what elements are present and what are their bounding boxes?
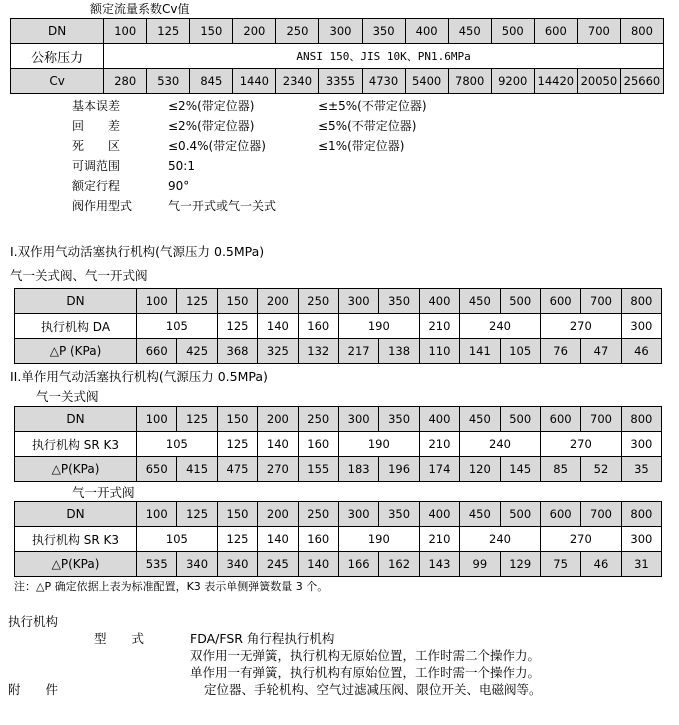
spec-value: ≤2%(带定位器): [168, 99, 255, 113]
dp-cell: 415: [177, 457, 217, 482]
dp-cell: 31: [621, 552, 661, 577]
dn-cell: 300: [338, 289, 378, 314]
dn-cell: 500: [500, 407, 540, 432]
spec-value-alt: ≤1%(带定位器): [318, 139, 405, 153]
dn-cell: 350: [379, 407, 419, 432]
actuator-cell: 140: [258, 432, 298, 457]
dn-cell: 300: [338, 407, 378, 432]
dn-cell: 125: [177, 289, 217, 314]
actuator-cell: 270: [540, 527, 621, 552]
cv-cell: 5400: [405, 69, 448, 94]
dn-cell: 100: [137, 502, 177, 527]
dp-row: [15, 457, 662, 482]
spec-row: [0, 196, 679, 216]
dp-cell: 138: [379, 339, 419, 364]
actuator-row: [15, 314, 662, 339]
dn-row: [15, 289, 662, 314]
actuator-cell: 300: [621, 527, 661, 552]
actuator-cell: 300: [621, 432, 661, 457]
dn-cell: 500: [500, 289, 540, 314]
dn-cell: 400: [419, 407, 459, 432]
spec-value: 气一开式或气一关式: [168, 199, 277, 213]
accessory-value: 定位器、手轮机构、空气过滤减压阀、限位开关、电磁阀等。: [204, 682, 542, 697]
spec-row: [0, 96, 679, 116]
dp-cell: 340: [217, 552, 257, 577]
actuator-cell: 190: [338, 527, 419, 552]
dp-cell: 162: [379, 552, 419, 577]
dp-cell: 46: [621, 339, 661, 364]
cv-cell: 9200: [491, 69, 534, 94]
dn-header: DN: [15, 289, 137, 314]
dn-cell: 100: [104, 19, 147, 44]
dn-cell: 150: [217, 502, 257, 527]
dn-cell: 600: [540, 502, 580, 527]
actuator-cell: 240: [460, 527, 541, 552]
actuator-heading: 执行机构: [8, 614, 59, 629]
dp-cell: 217: [338, 339, 378, 364]
dp-cell: 129: [500, 552, 540, 577]
cv-cell: 25660: [620, 69, 663, 94]
dp-cell: 141: [460, 339, 500, 364]
actuator-row: [15, 527, 662, 552]
dn-row: [15, 407, 662, 432]
actuator-cell: 210: [419, 314, 459, 339]
cv-cell: 845: [190, 69, 233, 94]
dp-cell: 47: [581, 339, 621, 364]
dn-header: DN: [11, 19, 104, 44]
dn-cell: 250: [298, 407, 338, 432]
actuator-label: 执行机构 SR K3: [15, 432, 137, 457]
dn-cell: 800: [621, 289, 661, 314]
spec-label: 可调范围: [72, 159, 121, 173]
dp-cell: 155: [298, 457, 338, 482]
dn-cell: 200: [258, 289, 298, 314]
dp-cell: 174: [419, 457, 459, 482]
dp-cell: 85: [540, 457, 580, 482]
dn-cell: 125: [177, 407, 217, 432]
spec-value: 50:1: [168, 159, 195, 173]
dp-cell: 52: [581, 457, 621, 482]
dn-cell: 200: [258, 502, 298, 527]
cv-dn-row: [11, 19, 664, 44]
dn-cell: 500: [491, 19, 534, 44]
dp-label: △P(KPa): [15, 552, 137, 577]
dp-cell: 120: [460, 457, 500, 482]
dn-cell: 125: [177, 502, 217, 527]
actuator-cell: 125: [217, 314, 257, 339]
dn-cell: 450: [460, 502, 500, 527]
dp-cell: 650: [137, 457, 177, 482]
dp-cell: 475: [217, 457, 257, 482]
spec-row: [0, 116, 679, 136]
cv-cell: 3355: [319, 69, 362, 94]
spec-value: 90°: [168, 179, 190, 193]
spec-value-alt: ≤5%(不带定位器): [318, 119, 417, 133]
dp-row: [15, 339, 662, 364]
section2b-caption: 气一开式阀: [72, 485, 135, 500]
cv-cell: 1440: [233, 69, 276, 94]
section2a-caption: 气一关式阀: [36, 389, 99, 404]
actuator-cell: 270: [540, 314, 621, 339]
dn-cell: 700: [581, 407, 621, 432]
dp-label: △P(KPa): [15, 457, 137, 482]
actuator-type-label: 型 式: [94, 631, 145, 646]
cv-pressure-row: [11, 44, 664, 69]
dp-cell: 535: [137, 552, 177, 577]
dp-cell: 325: [258, 339, 298, 364]
cv-cell: 14420: [534, 69, 577, 94]
spec-row: [0, 156, 679, 176]
spec-value: ≤0.4%(带定位器): [168, 139, 266, 153]
dn-cell: 250: [276, 19, 319, 44]
spec-value: ≤2%(带定位器): [168, 119, 255, 133]
actuator-cell: 210: [419, 527, 459, 552]
actuator-cell: 240: [460, 314, 541, 339]
dp-cell: 35: [621, 457, 661, 482]
dn-cell: 800: [620, 19, 663, 44]
actuator-cell: 300: [621, 314, 661, 339]
actuator-cell: 125: [217, 527, 257, 552]
dn-cell: 350: [379, 502, 419, 527]
dn-cell: 200: [258, 407, 298, 432]
cv-cell: 530: [147, 69, 190, 94]
footnote: 注：△P 确定依据上表为标准配置，K3 表示单侧弹簧数量 3 个。: [14, 580, 329, 593]
cv-cell: 7800: [448, 69, 491, 94]
dn-cell: 200: [233, 19, 276, 44]
actuator-desc-2: 单作用一有弹簧，执行机构有原始位置，工作时需一个操作力。: [190, 665, 541, 680]
dn-cell: 250: [298, 502, 338, 527]
actuator-label: 执行机构 DA: [15, 314, 137, 339]
actuator-cell: 160: [298, 314, 338, 339]
dp-cell: 196: [379, 457, 419, 482]
section1-table: [14, 288, 662, 364]
cv-cell: 280: [104, 69, 147, 94]
section2-title: II.单作用气动活塞执行机构(气源压力 0.5MPa): [10, 369, 268, 384]
dn-cell: 700: [581, 289, 621, 314]
spec-label: 额定行程: [72, 179, 121, 193]
dp-cell: 183: [338, 457, 378, 482]
dn-cell: 800: [621, 502, 661, 527]
cv-cell: 2340: [276, 69, 319, 94]
dn-cell: 350: [362, 19, 405, 44]
dp-cell: 660: [137, 339, 177, 364]
dn-row: [15, 502, 662, 527]
dn-cell: 400: [419, 502, 459, 527]
dn-cell: 800: [621, 407, 661, 432]
dn-cell: 450: [460, 289, 500, 314]
dn-cell: 150: [217, 289, 257, 314]
dn-cell: 100: [137, 289, 177, 314]
spec-label: 阀作用型式: [72, 199, 133, 213]
dn-cell: 600: [540, 289, 580, 314]
cv-label: Cv: [11, 69, 104, 94]
dn-cell: 500: [500, 502, 540, 527]
dn-cell: 700: [581, 502, 621, 527]
spec-label: 死 区: [72, 139, 121, 153]
actuator-cell: 105: [137, 314, 218, 339]
cv-table-title: 额定流量系数Cv值: [90, 2, 190, 16]
dn-cell: 450: [448, 19, 491, 44]
dn-cell: 600: [540, 407, 580, 432]
dn-cell: 700: [577, 19, 620, 44]
section2b-table: [14, 501, 662, 577]
dn-cell: 350: [379, 289, 419, 314]
dp-cell: 245: [258, 552, 298, 577]
actuator-cell: 105: [137, 432, 218, 457]
spec-value-alt: ≤±5%(不带定位器): [318, 99, 427, 113]
dp-cell: 140: [298, 552, 338, 577]
actuator-cell: 160: [298, 527, 338, 552]
actuator-cell: 125: [217, 432, 257, 457]
dn-cell: 250: [298, 289, 338, 314]
dn-cell: 400: [405, 19, 448, 44]
actuator-cell: 210: [419, 432, 459, 457]
cv-cell: 4730: [362, 69, 405, 94]
dn-cell: 125: [147, 19, 190, 44]
dn-cell: 100: [137, 407, 177, 432]
actuator-label: 执行机构 SR K3: [15, 527, 137, 552]
dp-cell: 99: [460, 552, 500, 577]
dp-cell: 110: [419, 339, 459, 364]
actuator-cell: 270: [540, 432, 621, 457]
actuator-cell: 240: [460, 432, 541, 457]
spec-label: 基本误差: [72, 99, 121, 113]
dp-cell: 105: [500, 339, 540, 364]
actuator-cell: 190: [338, 314, 419, 339]
dn-cell: 300: [338, 502, 378, 527]
spec-row: [0, 136, 679, 156]
dp-cell: 46: [581, 552, 621, 577]
dp-cell: 368: [217, 339, 257, 364]
section1-subtitle: 气一关式阀、气一开式阀: [10, 268, 148, 283]
section2a-table: [14, 406, 662, 482]
dn-cell: 600: [534, 19, 577, 44]
dp-cell: 145: [500, 457, 540, 482]
dn-header: DN: [15, 407, 137, 432]
pressure-label: 公称压力: [11, 44, 104, 69]
dp-row: [15, 552, 662, 577]
dp-cell: 75: [540, 552, 580, 577]
dn-cell: 300: [319, 19, 362, 44]
actuator-cell: 140: [258, 527, 298, 552]
actuator-cell: 190: [338, 432, 419, 457]
dp-cell: 340: [177, 552, 217, 577]
dn-cell: 150: [190, 19, 233, 44]
actuator-desc-1: 双作用一无弹簧，执行机构无原始位置，工作时需二个操作力。: [190, 648, 541, 663]
dp-cell: 166: [338, 552, 378, 577]
cv-cell: 20050: [577, 69, 620, 94]
dp-cell: 270: [258, 457, 298, 482]
actuator-cell: 105: [137, 527, 218, 552]
dn-cell: 400: [419, 289, 459, 314]
cv-table: [10, 18, 664, 94]
spec-row: [0, 176, 679, 196]
spec-label: 回 差: [72, 119, 121, 133]
dp-cell: 143: [419, 552, 459, 577]
dp-label: △P (KPa): [15, 339, 137, 364]
actuator-cell: 160: [298, 432, 338, 457]
dp-cell: 76: [540, 339, 580, 364]
pressure-value: ANSI 150、JIS 10K、PN1.6MPa: [104, 44, 664, 69]
dp-cell: 425: [177, 339, 217, 364]
section1-title: I.双作用气动活塞执行机构(气源压力 0.5MPa): [10, 244, 265, 259]
dn-header: DN: [15, 502, 137, 527]
actuator-cell: 140: [258, 314, 298, 339]
dn-cell: 450: [460, 407, 500, 432]
cv-value-row: [11, 69, 664, 94]
actuator-type-value: FDA/FSR 角行程执行机构: [190, 631, 335, 646]
actuator-row: [15, 432, 662, 457]
dn-cell: 150: [217, 407, 257, 432]
dp-cell: 132: [298, 339, 338, 364]
accessory-label: 附 件: [8, 682, 59, 697]
